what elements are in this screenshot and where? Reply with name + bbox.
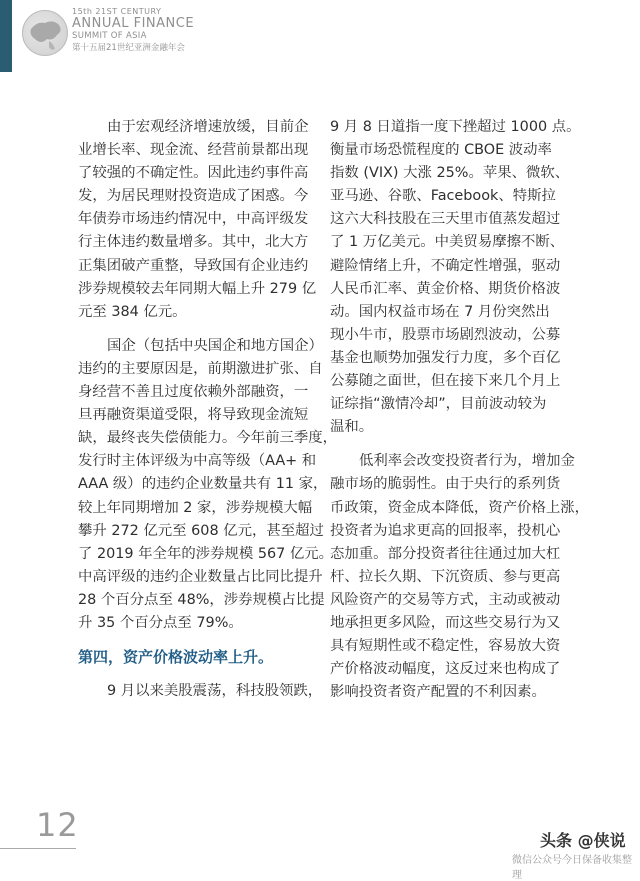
text-line: 国企（包括中央国企和地方国企） (107, 337, 323, 354)
text-line: 了 1 万亿美元。中美贸易摩擦不断、 (330, 234, 565, 251)
paragraph (78, 116, 317, 324)
text-line: 发，为居民理财投资造成了困惑。今 (78, 188, 309, 205)
logo-line-2: ANNUAL FINANCE (72, 16, 195, 31)
page-number: 12 (36, 806, 79, 844)
text-line: 攀升 272 亿元至 608 亿元，甚至超过 (78, 522, 324, 539)
text-line: 正集团破产重整，导致国有企业违约 (78, 257, 309, 274)
text-line: 升 35 个百分点至 79%。 (78, 614, 243, 631)
text-line: 证综指“激情冷却”，目前波动较为 (330, 396, 547, 413)
text-line: 身经营不善且过度依赖外部融资，一 (78, 384, 309, 401)
page-number-underline (0, 848, 76, 849)
text-line: 公募随之面世，但在接下来几个月上 (330, 373, 561, 390)
text-line: 基金也顺势加强发行力度，多个百亿 (330, 349, 561, 366)
text-line: 低利率会改变投资者行为，增加金 (359, 453, 575, 470)
text-line: 了较强的不确定性。因此违约事件高 (78, 165, 309, 182)
paragraph (78, 680, 323, 703)
text-line: 违约的主要原因是，前期激进扩张、自 (78, 360, 323, 377)
text-line: 了 2019 年全年的涉券规模 567 亿元。 (78, 545, 334, 562)
watermark-main: 头条 @侠说 (540, 831, 626, 850)
text-line: 风险资产的交易等方式，主动或被动 (330, 591, 561, 608)
text-line: 态加重。部分投资者往往通过加大杠 (330, 545, 561, 562)
text-line: 融市场的脆弱性。由于央行的系列货 (330, 476, 561, 493)
text-line: 币政策，资金成本降低，资产价格上涨， (330, 499, 590, 516)
text-line: 投资者为追求更高的回报率，投机心 (330, 522, 561, 539)
text-line: 动。国内权益市场在 7 月份突然出 (330, 303, 550, 320)
text-line: 发行时主体评级为中高等级（AA+ 和 (78, 453, 317, 470)
text-line: 地承担更多风险，而这些交易行为又 (330, 614, 561, 631)
text-line: 具有短期性或不稳定性，容易放大资 (330, 638, 561, 655)
text-line: 现小牛市，股票市场剧烈波动，公募 (330, 326, 561, 343)
text-line: 指数 (VIX) 大涨 25%。苹果、微软、 (330, 165, 570, 182)
text-line: 温和。 (330, 419, 374, 436)
text-line: 年债券市场违约情况中，中高评级发 (78, 211, 309, 228)
paragraph (330, 450, 590, 704)
summit-logo (22, 6, 222, 68)
text-line: 人民币汇率、黄金价格、期货价格波 (330, 280, 561, 297)
text-line: 元至 384 亿元。 (78, 303, 187, 320)
text-line: 影响投资者资产配置的不利因素。 (330, 684, 546, 701)
text-line: 涉券规模较去年同期大幅上升 279 亿 (78, 280, 317, 297)
text-line: 亚马逊、谷歌、Facebook、特斯拉 (330, 188, 556, 205)
text-line: 由于宏观经济增速放缓，目前企 (107, 119, 309, 135)
text-line: 避险情绪上升，不确定性增强，驱动 (330, 257, 561, 274)
text-line: 行主体违约数量增多。其中，北大方 (78, 234, 309, 251)
text-line: 较上年同期增加 2 家，涉券规模大幅 (78, 499, 313, 516)
text-line: 业增长率、现金流、经营前景都出现 (78, 142, 309, 159)
header-tab-bar (0, 0, 12, 72)
logo-line-4: 第十五届21世纪亚洲金融年会 (72, 42, 185, 53)
text-line: 中高评级的违约企业数量占比同比提升 (78, 568, 323, 585)
text-line: 产价格波动幅度，这反过来也构成了 (330, 661, 561, 678)
logo-line-1: 15th 21ST CENTURY (72, 7, 162, 16)
right-column (330, 116, 590, 704)
paragraph (78, 335, 338, 635)
paragraph (330, 116, 581, 439)
text-line: 9 月 8 日道指一度下挫超过 1000 点。 (330, 119, 581, 135)
text-line: 旦再融资渠道受限，将导致现金流短 (78, 407, 309, 424)
watermark-sub: 微信公众号今日保备收集整理 (512, 855, 632, 881)
text-line: 28 个百分点至 48%，涉券规模占比提 (78, 591, 325, 608)
text-line: 这六大科技股在三天里市值蒸发超过 (330, 211, 561, 228)
left-column (78, 116, 338, 703)
text-line: 杆、拉长久期、下沉资质、参与更高 (330, 568, 561, 585)
text-line: 缺，最终丧失偿债能力。今年前三季度， (78, 430, 338, 447)
text-line: 衡量市场恐慌程度的 CBOE 波动率 (330, 142, 552, 159)
text-line: AAA 级）的违约企业数量共有 11 家， (78, 476, 328, 493)
globe-icon (22, 10, 68, 56)
logo-line-3: SUMMIT OF ASIA (72, 31, 147, 41)
text-line: 9 月以来美股震荡，科技股领跌， (107, 683, 323, 700)
section-heading: 第四，资产价格波动率上升。 (78, 648, 274, 667)
